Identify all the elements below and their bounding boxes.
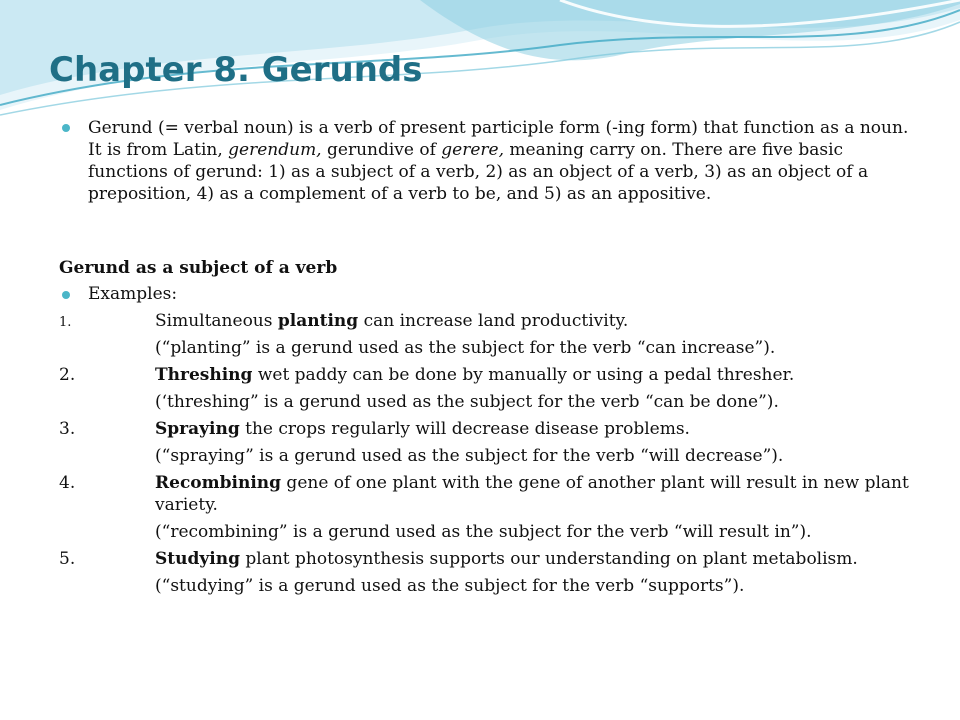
example-sentence	[155, 364, 915, 386]
example-text-post: plant photosynthesis supports our understanding on plant metabolism.	[239, 549, 858, 569]
example-number: 3.	[59, 419, 76, 439]
example-text-pre: Simultaneous	[155, 311, 278, 331]
example-explanation: (“spraying” is a gerund used as the subject for the verb “will decrease”).	[155, 446, 784, 466]
example-gerund: Threshing	[155, 365, 253, 385]
example-sentence	[155, 418, 915, 440]
example-sentence	[155, 310, 915, 332]
example-number: 2.	[59, 365, 76, 385]
example-gerund: Studying	[155, 549, 240, 569]
example-explanation: (“planting” is a gerund used as the subject for the verb “can increase”).	[155, 338, 776, 358]
intro-text-2: gerundive of	[321, 140, 442, 160]
list-item	[59, 472, 919, 543]
example-number: 1.	[59, 315, 72, 330]
examples-label: Examples:	[88, 284, 178, 304]
slide-title: Chapter 8. Gerunds	[49, 50, 423, 90]
intro-text-1: Gerund (= verbal noun) is a verb of present participle form (-ing form) that function as a noun. It is from Latin,	[88, 118, 909, 160]
example-text-post: gene of one plant with the gene of another plant will result in new plant variety.	[155, 473, 909, 515]
bullet-icon	[62, 124, 70, 132]
example-gerund: planting	[277, 311, 359, 331]
example-explanation: (“recombining” is a gerund used as the subject for the verb “will result in”).	[155, 522, 812, 542]
intro-latin-gerere: gerere,	[441, 140, 505, 160]
list-item	[59, 418, 919, 467]
example-explanation: (‘threshing” is a gerund used as the subject for the verb “can be done”).	[155, 392, 779, 412]
example-number: 5.	[59, 549, 76, 569]
example-number: 4.	[59, 473, 76, 493]
example-sentence	[155, 548, 915, 570]
section-heading: Gerund as a subject of a verb	[59, 258, 338, 278]
example-gerund: Spraying	[155, 419, 240, 439]
example-text-post: the crops regularly will decrease disease problems.	[239, 419, 690, 439]
list-item	[59, 548, 919, 597]
bullet-icon	[62, 291, 70, 299]
list-item	[59, 364, 919, 413]
example-sentence	[155, 472, 915, 516]
example-gerund: Recombining	[155, 473, 282, 493]
intro-paragraph	[88, 117, 918, 205]
example-explanation: (“studying” is a gerund used as the subject for the verb “supports”).	[155, 576, 745, 596]
intro-text-3: meaning carry on. There are five basic functions of gerund: 1) as a subject of a verb, 2) as an object of a verb, 3) as an object of a preposition, 4) as a complement of a verb to be, and 5) as an appositive.	[88, 140, 869, 204]
example-text-post: can increase land productivity.	[358, 311, 629, 331]
intro-latin-gerendum: gerendum,	[228, 140, 322, 160]
examples-list	[59, 310, 919, 602]
example-text-post: wet paddy can be done by manually or using a pedal thresher.	[252, 365, 795, 385]
list-item	[59, 310, 919, 359]
